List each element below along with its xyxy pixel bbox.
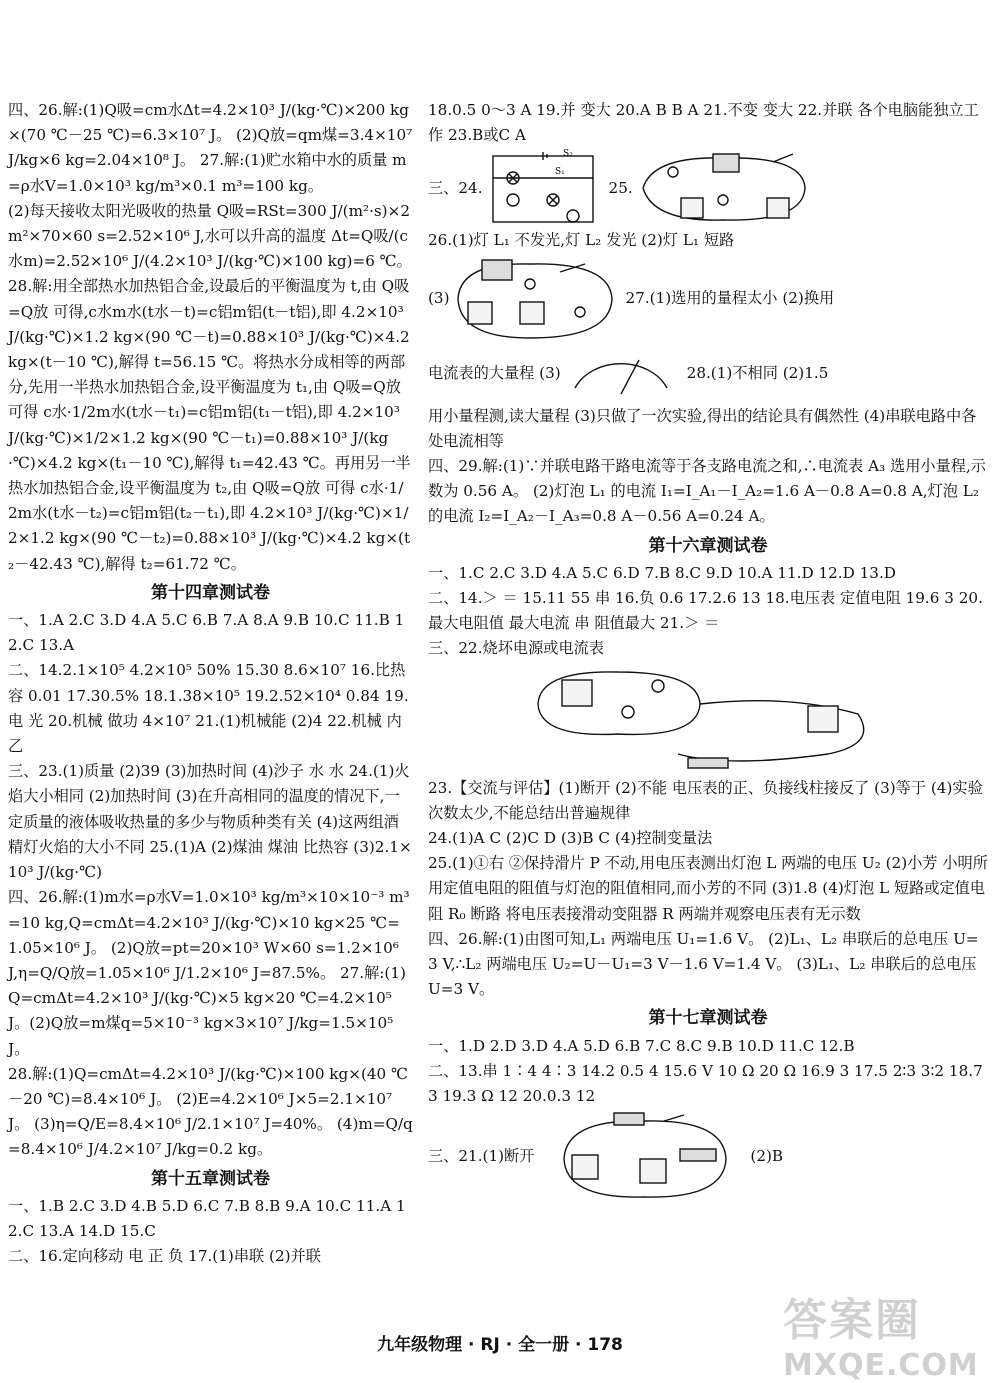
circuit-diagram-q26 [450,254,620,344]
chapter-16-title: 第十六章测试卷 [648,535,768,556]
answer-line: 18.0.5 0～3 A 19.并 变大 20.A B B A 21.不变 变大 22.并联 各个电脑能独立工作 23.B或C A [428,101,979,145]
answer-line: 28.解:(1)Q=cmΔt=4.2×10³ J/(kg·℃)×100 kg×(40 ℃－20 ℃)=8.4×10⁶ J。 (2)E=4.2×10⁶ J×5=2.1×10⁷ J。 (3)η=Q/E=8.4×10⁶ J/2.1×10⁷ J=40%。 (4)m=Q/q=8.4×10⁶ J/4.2×10⁷ J/kg=0.2 kg。 [8,1064,413,1159]
q27-28-row [428,344,988,404]
answer-line: 用小量程测,读大量程 (3)只做了一次实验,得出的结论具有偶然性 (4)串联电路中各处电流相等 [428,406,977,450]
circuit-diagram-q22 [528,664,888,774]
chapter-15-title: 第十五章测试卷 [151,1168,270,1189]
answer-line: 三、22.烧坏电源或电流表 [428,639,605,658]
answer-paragraph: 四、26.解:(1)Q吸=cm水Δt=4.2×10³ J/(kg·℃)×200 kg×(70 ℃－25 ℃)=6.3×10⁷ J。 (2)Q放=qm煤=3.4×10⁷ J/kg×6 kg=2.04×10⁸ J。 27.解:(1)贮水箱中水的质量 m=ρ水V=1.0×10³ kg/m³×0.1 m³=100 kg。 [8,101,418,195]
watermark-text: 答案圈 [783,1295,921,1346]
svg-text:S₁: S₁ [554,167,565,178]
watermark-url: MXQE.COM [783,1348,979,1383]
chapter-17-title: 第十七章测试卷 [648,1008,768,1029]
q21-part2: (2)B [750,1147,784,1166]
q27-answer-cont: 电流表的大量程 (3) [428,364,561,382]
page-footer: 九年级物理 · RJ · 全一册 · 178 [377,1335,623,1355]
answer-line: 三、23.(1)质量 (2)39 (3)加热时间 (4)沙子 水 水 24.(1)火焰大小相同 (2)加热时间 (3)在升高相同的温度的情况下,一定质量的液体吸收热量的多少与物质种类有关 (4)这两组酒精灯火焰的大小不同 25.(1)A (2)煤油 煤油 比热容 (3)2.1×10³ J/(kg·℃) [8,762,412,882]
q24-label: 三、24. [428,178,483,197]
answer-line: 一、1.B 2.C 3.D 4.B 5.D 6.C 7.B 8.B 9.A 10.C 11.A 12.C 13.A 14.D 15.C [8,1196,406,1240]
circuit-diagram-q24 [483,148,603,228]
answer-line: 23.【交流与评估】(1)断开 (2)不能 电压表的正、负接线柱接反了 (3)等于 (4)实验次数太少,不能总结出普遍规律 [428,778,983,822]
q27-part3-label: (3) [428,289,450,307]
q24-25-row [428,148,988,228]
answer-line: 四、26.解:(1)由图可知,L₁ 两端电压 U₁=1.6 V。 (2)L₁、L₂ 串联后的总电压 U=3 V,∴L₂ 两端电压 U₂=U－U₁=3 V－1.6 V=1.4 V。 (3)L₁、L₂ 串联后的总电压 U=3 V。 [428,929,982,999]
answer-line: 一、1.A 2.C 3.D 4.A 5.C 6.B 7.A 8.A 9.B 10.C 11.B 12.C 13.A [8,611,405,655]
right-column [428,98,988,1204]
answer-line: 二、13.串 1∶4 4∶3 14.2 0.5 4 15.6 V 10 Ω 20 Ω 16.9 3 17.5 2∶3 3∶2 18.7 3 19.3 Ω 12 20.0.3 12 [428,1061,988,1106]
watermark-logo [783,1284,988,1383]
answer-line: 二、16.定向移动 电 正 负 17.(1)串联 (2)并联 [8,1247,321,1266]
left-column [8,98,418,1269]
q28-answer: 28.(1)不相同 (2)1.5 [686,364,829,382]
q27-answer: 27.(1)选用的量程太小 (2)换用 [625,289,835,307]
circuit-diagram-q25 [633,148,813,228]
answer-paragraph: (2)每天接收太阳光吸收的热量 Q吸=RSt=300 J/(m²·s)×2 m²×70×60 s=2.52×10⁶ J,水可以升高的温度 Δt=Q吸/(c水m)=2.52×10⁶ J/(4.2×10³ J/(kg·℃)×100 kg)=6 ℃。 28.解:用全部热水加热铝合金,设最后的平衡温度为 t,由 Q吸=Q放 可得,c水m水(t水－t)=c铝m铝(t－t铝),即 4.2×10³ J/(kg·℃)×1.2 kg×(90 ℃－t)=0.88×10³ J/(kg·℃)×4.2 kg×(t－10 ℃),解得 t=56.15 ℃。将热水分成相等的两部分,先用一半热水加热铝合金,设平衡温度为 t₁,由 Q吸=Q放 可得 c水·1/2m水(t水－t₁)=c铝m铝(t₁－t铝),即 4.2×10³ J/(kg·℃)×1/2×1.2 kg×(90 ℃－t₁)=0.88×10³ J/(kg·℃)×4.2 kg×(t₁－10 ℃),解得 t₁=42.43 ℃。再用另一半热水加热铝合金,设平衡温度为 t₂,由 Q吸=Q放 可得 c水·1/2m水(t水－t₂)=c铝m铝(t₂－t₁),即 4.2×10³ J/(kg·℃)×1/2×1.2 kg×(90 ℃－t₂)=0.88×10³ J/(kg·℃)×4.2 kg×(t₂－42.43 ℃),解得 t₂=61.72 ℃。 [8,201,417,573]
answer-line: 四、29.解:(1)∵并联电路干路电流等于各支路电流之和,∴电流表 A₃ 选用小量程,示数为 0.56 A。 (2)灯泡 L₁ 的电流 I₁=I_A₁－I_A₂=1.6 A－0.8 A=0.8 A,灯泡 L₂ 的电流 I₂=I_A₂－I_A₃=0.8 A－0.56 A=0.24 A。 [428,457,986,526]
answer-line: 四、26.解:(1)m水=ρ水V=1.0×10³ kg/m³×10×10⁻³ m³=10 kg,Q=cmΔt=4.2×10³ J/(kg·℃)×10 kg×25 ℃=1.05×10⁶ J。 (2)Q放=pt=20×10³ W×60 s=1.2×10⁶ J,η=Q/Q放=1.05×10⁶ J/1.2×10⁶ J=87.5%。 27.解:(1)Q=cmΔt=4.2×10³ J/(kg·℃)×5 kg×20 ℃=4.2×10⁵ J。(2)Q放=m煤q=5×10⁻³ kg×3×10⁷ J/kg=1.5×10⁵ J。 [8,888,410,1058]
answer-line: 二、14.＞ ＝ 15.11 55 串 16.负 0.6 17.2.6 13 18.电压表 定值电阻 19.6 3 20.最大电阻值 最大电流 串 阻值最大 21.＞ ＝ [428,589,983,633]
q25-label: 25. [608,178,633,197]
q27-row [428,254,988,344]
answer-line: 一、1.C 2.C 3.D 4.A 5.C 6.D 7.B 8.C 9.D 10.A 11.D 12.D 13.D [428,563,896,582]
answer-line: 25.(1)①右 ②保持滑片 P 不动,用电压表测出灯泡 L 两端的电压 U₂ (2)小芳 小明所用定值电阻的阻值与灯泡的阻值相同,而小芳的不同 (3)1.8 (4)灯泡 L 短路或定值电阻 R₀ 断路 将电压表接滑动变阻器 R 两端并观察电压表有无示数 [428,854,988,923]
answer-line: 26.(1)灯 L₁ 不发光,灯 L₂ 发光 (2)灯 L₁ 短路 [428,231,735,250]
svg-text:S₂: S₂ [562,149,573,160]
answer-line: 24.(1)A C (2)C D (3)B C (4)控制变量法 [428,829,713,848]
answer-line: 一、1.D 2.D 3.D 4.A 5.D 6.B 7.C 8.C 9.B 10.D 11.C 12.B [428,1036,855,1055]
ammeter-scale-diagram [561,344,681,404]
q21-answer: 三、21.(1)断开 [428,1147,535,1166]
circuit-diagram-q21 [554,1109,744,1204]
chapter-14-title: 第十四章测试卷 [151,582,270,603]
answer-line: 二、14.2.1×10⁵ 4.2×10⁵ 50% 15.30 8.6×10⁷ 16.比热容 0.01 17.30.5% 18.1.38×10⁵ 19.2.52×10⁴ 0.84 19.电 光 20.机械 做功 4×10⁷ 21.(1)机械能 (2)4 22.机械 内 乙 [8,661,409,756]
q21-row [428,1109,988,1204]
